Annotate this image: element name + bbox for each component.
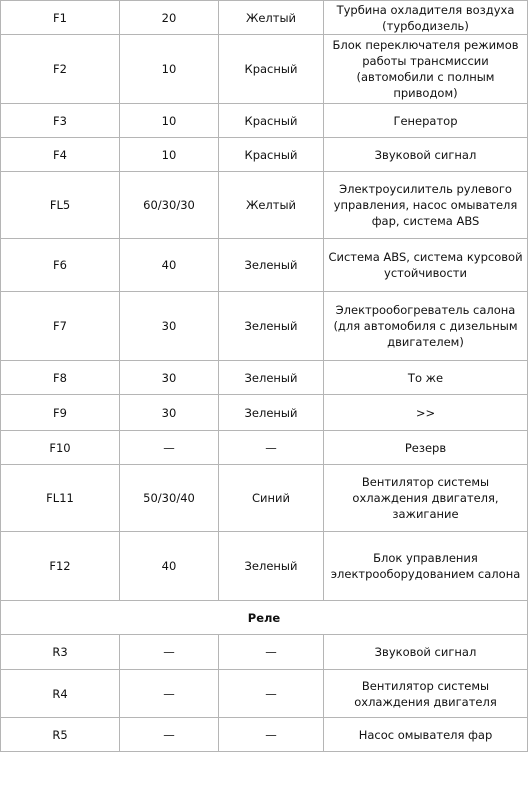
fuse-id-cell: F4 <box>1 138 120 172</box>
description-cell: Генератор <box>324 104 528 138</box>
amperage-cell: 30 <box>120 395 219 431</box>
table-row <box>1 361 528 395</box>
description-cell: То же <box>324 361 528 395</box>
fuse-id-cell: FL5 <box>1 172 120 239</box>
amperage-cell: — <box>120 431 219 465</box>
fuse-id-cell: F3 <box>1 104 120 138</box>
amperage-cell: 10 <box>120 138 219 172</box>
table-row <box>1 172 528 239</box>
color-cell: Зеленый <box>219 292 324 361</box>
relay-section-header-row <box>1 601 528 635</box>
amperage-cell: 20 <box>120 1 219 35</box>
table-row <box>1 532 528 601</box>
color-cell: Зеленый <box>219 395 324 431</box>
table-row <box>1 465 528 532</box>
amperage-cell: — <box>120 670 219 718</box>
color-cell: Желтый <box>219 172 324 239</box>
color-cell: Красный <box>219 104 324 138</box>
relay-section-title: Реле <box>1 601 528 635</box>
table-row <box>1 239 528 292</box>
table-row <box>1 292 528 361</box>
description-cell: >> <box>324 395 528 431</box>
color-cell: — <box>219 635 324 670</box>
fuse-id-cell: F2 <box>1 35 120 104</box>
description-cell: Электроусилитель рулевого управления, насос омывателя фар, система ABS <box>324 172 528 239</box>
color-cell: Зеленый <box>219 532 324 601</box>
relay-id-cell: R4 <box>1 670 120 718</box>
fuse-id-cell: F6 <box>1 239 120 292</box>
amperage-cell: 40 <box>120 239 219 292</box>
table-row <box>1 635 528 670</box>
fuse-id-cell: F8 <box>1 361 120 395</box>
color-cell: Красный <box>219 138 324 172</box>
fuse-id-cell: F1 <box>1 1 120 35</box>
table-row <box>1 138 528 172</box>
amperage-cell: 10 <box>120 104 219 138</box>
color-cell: Красный <box>219 35 324 104</box>
description-cell: Система ABS, система курсовой устойчивости <box>324 239 528 292</box>
color-cell: — <box>219 718 324 752</box>
color-cell: Желтый <box>219 1 324 35</box>
amperage-cell: — <box>120 635 219 670</box>
description-cell: Электрообогреватель салона (для автомобиля с дизельным двигателем) <box>324 292 528 361</box>
fuse-id-cell: F7 <box>1 292 120 361</box>
table-row <box>1 104 528 138</box>
description-cell: Блок управления электрооборудованием салона <box>324 532 528 601</box>
relay-id-cell: R3 <box>1 635 120 670</box>
table-row <box>1 718 528 752</box>
description-cell: Блок переключателя режимов работы трансмиссии (автомобили с полным приводом) <box>324 35 528 104</box>
description-cell: Звуковой сигнал <box>324 138 528 172</box>
fuse-id-cell: F9 <box>1 395 120 431</box>
table-row <box>1 35 528 104</box>
amperage-cell: 40 <box>120 532 219 601</box>
description-cell: Вентилятор системы охлаждения двигателя, зажигание <box>324 465 528 532</box>
color-cell: — <box>219 670 324 718</box>
color-cell: Синий <box>219 465 324 532</box>
fuse-id-cell: F12 <box>1 532 120 601</box>
description-cell: Вентилятор системы охлаждения двигателя <box>324 670 528 718</box>
amperage-cell: 30 <box>120 361 219 395</box>
description-cell: Звуковой сигнал <box>324 635 528 670</box>
color-cell: Зеленый <box>219 239 324 292</box>
description-cell: Насос омывателя фар <box>324 718 528 752</box>
relay-id-cell: R5 <box>1 718 120 752</box>
amperage-cell: 30 <box>120 292 219 361</box>
table-row <box>1 670 528 718</box>
color-cell: Зеленый <box>219 361 324 395</box>
table-row <box>1 395 528 431</box>
amperage-cell: — <box>120 718 219 752</box>
color-cell: — <box>219 431 324 465</box>
table-row <box>1 431 528 465</box>
amperage-cell: 10 <box>120 35 219 104</box>
amperage-cell: 60/30/30 <box>120 172 219 239</box>
table-row <box>1 1 528 35</box>
fuse-id-cell: F10 <box>1 431 120 465</box>
amperage-cell: 50/30/40 <box>120 465 219 532</box>
fuse-id-cell: FL11 <box>1 465 120 532</box>
description-cell: Резерв <box>324 431 528 465</box>
description-cell: Турбина охладителя воздуха (турбодизель) <box>324 1 528 35</box>
